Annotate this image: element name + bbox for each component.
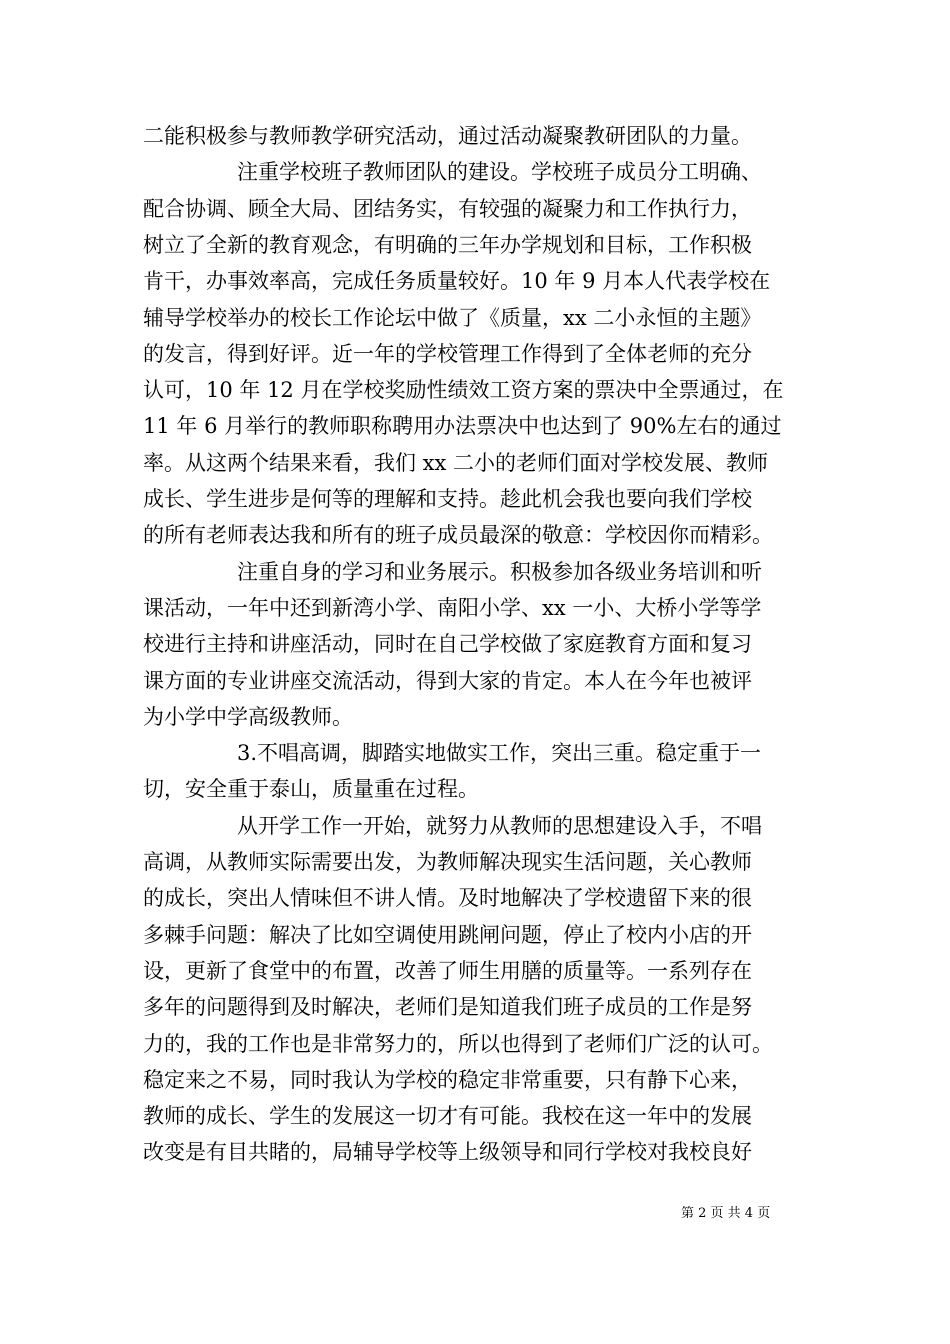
text-line: 3.不唱高调，脚踏实地做实工作，突出三重。稳定重于一 (237, 741, 762, 766)
text-line: 注重自身的学习和业务展示。积极参加各级业务培训和听 (237, 559, 762, 584)
page-footer: 第 2 页 共 4 页 (681, 1206, 771, 1221)
text-line: 辅导学校举办的校长工作论坛中做了《质量，xx 二小永恒的主题》 (143, 305, 762, 330)
text-line: 的成长，突出人情味但不讲人情。及时地解决了学校遗留下来的很 (143, 886, 752, 911)
text-line: 的所有老师表达我和所有的班子成员最深的敬意：学校因你而精彩。 (143, 523, 773, 548)
text-line: 改变是有目共睹的，局辅导学校等上级领导和同行学校对我校良好 (143, 1140, 752, 1165)
text-line: 成长、学生进步是何等的理解和支持。趁此机会我也要向我们学校 (143, 487, 752, 511)
text-line: 从开学工作一开始，就努力从教师的思想建设入手，不唱 (237, 813, 762, 838)
text-line: 课活动，一年中还到新湾小学、南阳小学、xx 一小、大桥小学等学 (143, 595, 762, 620)
text-line: 认可，10 年 12 月在学校奖励性绩效工资方案的票决中全票通过，在 (143, 378, 784, 403)
text-line: 切，安全重于泰山，质量重在过程。 (143, 777, 479, 802)
text-line: 11 年 6 月举行的教师职称聘用办法票决中也达到了 90%左右的通过 (143, 414, 782, 439)
text-line: 多年的问题得到及时解决，老师们是知道我们班子成员的工作是努 (143, 995, 752, 1020)
text-line: 为小学中学高级教师。 (143, 704, 353, 729)
text-line: 力的，我的工作也是非常努力的，所以也得到了老师们广泛的认可。 (143, 1031, 773, 1056)
text-line: 高调，从教师实际需要出发，为教师解决现实生活问题，关心教师 (143, 850, 752, 874)
text-line: 注重学校班子教师团队的建设。学校班子成员分工明确、 (237, 160, 762, 185)
text-line: 教师的成长、学生的发展这一切才有可能。我校在这一年中的发展 (143, 1104, 752, 1129)
text-line: 设，更新了食堂中的布置，改善了师生用膳的质量等。一系列存在 (143, 958, 752, 983)
text-line: 校进行主持和讲座活动，同时在自己学校做了家庭教育方面和复习 (143, 632, 752, 657)
text-line: 稳定来之不易，同时我认为学校的稳定非常重要，只有静下心来， (143, 1067, 752, 1092)
text-line: 的发言，得到好评。近一年的学校管理工作得到了全体老师的充分 (143, 341, 752, 366)
text-line: 课方面的专业讲座交流活动，得到大家的肯定。本人在今年也被评 (143, 668, 752, 693)
text-line: 二能积极参与教师教学研究活动，通过活动凝聚教研团队的力量。 (143, 124, 752, 148)
text-line: 率。从这两个结果来看，我们 xx 二小的老师们面对学校发展、教师 (143, 450, 769, 475)
text-line: 肯干，办事效率高，完成任务质量较好。10 年 9 月本人代表学校在 (143, 269, 771, 294)
text-line: 多棘手问题：解决了比如空调使用跳闸问题，停止了校内小店的开 (143, 922, 752, 947)
text-line: 树立了全新的教育观念，有明确的三年办学规划和目标，工作积极 (143, 232, 752, 257)
text-line: 配合协调、顾全大局、团结务实，有较强的凝聚力和工作执行力， (143, 196, 752, 221)
